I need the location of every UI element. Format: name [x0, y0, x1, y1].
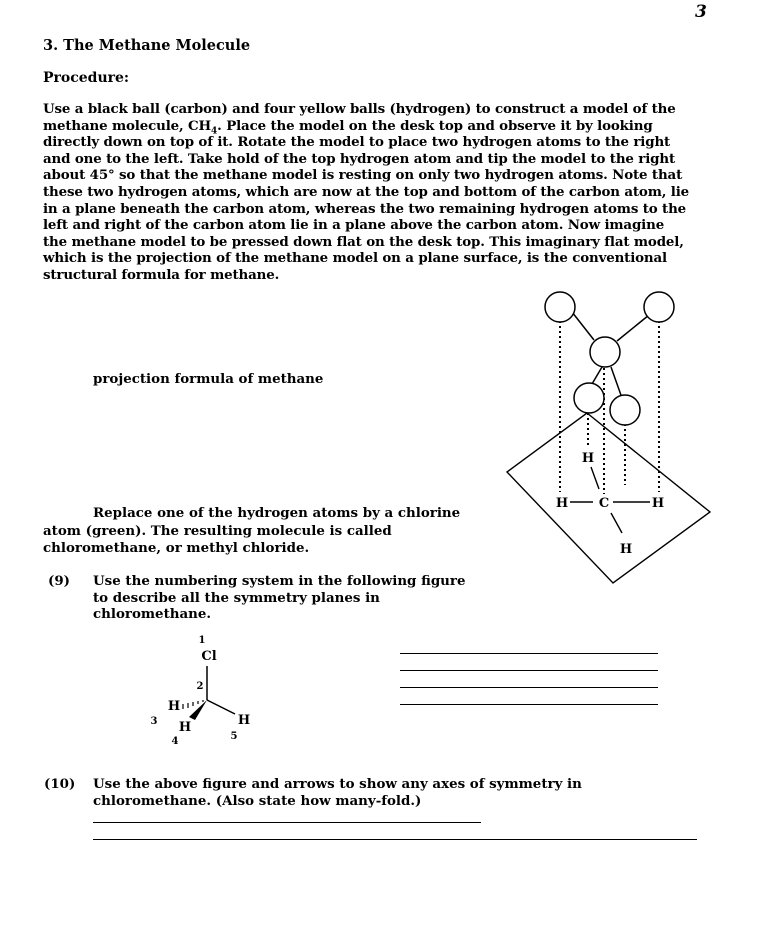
bond-left: [572, 312, 594, 340]
paragraph-line: the methane model to be pressed down flat on the desk top. This imaginary flat model,: [43, 233, 684, 250]
question-line: chloromethane.: [93, 606, 212, 622]
proj-atom-bottom: H: [619, 542, 633, 557]
page-number: 3: [695, 2, 707, 22]
question-line: Use the numbering system in the following figure: [93, 573, 466, 589]
proj-bond-top: [591, 467, 599, 489]
projection-label: projection formula of methane: [93, 371, 324, 387]
number-1: 1: [198, 635, 206, 646]
number-4: 4: [171, 736, 179, 745]
procedure-label: Procedure:: [43, 70, 130, 86]
paragraph-line: left and right of the carbon atom lie in a plane above the carbon atom. Now imagine: [43, 217, 665, 234]
section-title: 3. The Methane Molecule: [43, 37, 251, 54]
hydrogen-5-label: H: [237, 713, 251, 728]
question-line: chloromethane. (Also state how many-fold.): [93, 792, 422, 809]
paragraph-line: these two hydrogen atoms, which are now at the top and bottom of the carbon atom, lie: [43, 183, 690, 200]
paragraph-line: directly down on top of it. Rotate the model to place two hydrogen atoms to the right: [43, 134, 671, 151]
hydrogen-4-label: H: [178, 720, 192, 735]
question-9-number: (9): [48, 573, 70, 589]
number-5: 5: [230, 731, 238, 742]
formula-text: methane molecule, CH: [43, 117, 212, 134]
number-3: 3: [150, 716, 158, 727]
paragraph-line: which is the projection of the methane model on a plane surface, is the conventional: [43, 250, 667, 267]
hydrogen-ball-top: [574, 383, 604, 413]
answer-line-q9-1[interactable]: [400, 653, 658, 654]
formula-subscript: 4: [211, 126, 218, 137]
chloromethane-figure: [140, 630, 270, 745]
formula-trailing-text: . Place the model on the desk top and observe it by looking: [217, 117, 653, 134]
hydrogen-ball-left: [545, 292, 575, 322]
proj-bond-bottom: [611, 513, 622, 533]
answer-line-q10-1[interactable]: [93, 822, 481, 823]
replace-paragraph: [43, 505, 483, 558]
chlorine-label: Cl: [201, 649, 217, 664]
procedure-paragraph: [43, 101, 715, 284]
question-10-text: [93, 776, 693, 809]
question-9-text: [93, 573, 493, 623]
question-line: Use the above figure and arrows to show any axes of symmetry in: [93, 776, 582, 792]
paragraph-line: structural formula for methane.: [43, 266, 280, 283]
question-line: to describe all the symmetry planes in: [93, 589, 380, 606]
methane-projection-diagram: [500, 285, 720, 590]
replace-line: Replace one of the hydrogen atoms by a chlorine: [93, 505, 461, 521]
replace-line: atom (green). The resulting molecule is called: [43, 522, 392, 539]
paragraph-line: [43, 118, 715, 135]
replace-line: chloromethane, or methyl chloride.: [43, 540, 310, 556]
c-h5-bond: [207, 700, 235, 714]
proj-atom-right: H: [651, 496, 665, 511]
answer-line-q9-2[interactable]: [400, 670, 658, 671]
hydrogen-ball-bottom: [610, 395, 640, 425]
proj-atom-left: H: [555, 496, 569, 511]
paragraph-line: Use a black ball (carbon) and four yellow balls (hydrogen) to construct a model of the: [43, 101, 676, 117]
paragraph-line: and one to the left. Take hold of the top hydrogen atom and tip the model to the right: [43, 150, 675, 167]
hydrogen-3-label: H: [167, 699, 181, 714]
answer-line-q9-3[interactable]: [400, 687, 658, 688]
bond-down-left: [592, 367, 602, 384]
question-10-number: (10): [44, 776, 76, 792]
proj-atom-top: H: [581, 451, 595, 466]
bond-down-right: [611, 367, 622, 398]
hydrogen-ball-right: [644, 292, 674, 322]
answer-line-q10-2[interactable]: [93, 839, 697, 840]
number-2: 2: [196, 681, 204, 692]
bond-right: [617, 315, 649, 341]
paragraph-line: in a plane beneath the carbon atom, whereas the two remaining hydrogen atoms to the: [43, 200, 687, 217]
carbon-ball: [590, 337, 620, 367]
paragraph-line: about 45° so that the methane model is resting on only two hydrogen atoms. Note that: [43, 167, 683, 184]
proj-atom-center: C: [598, 496, 610, 511]
answer-line-q9-4[interactable]: [400, 704, 658, 705]
